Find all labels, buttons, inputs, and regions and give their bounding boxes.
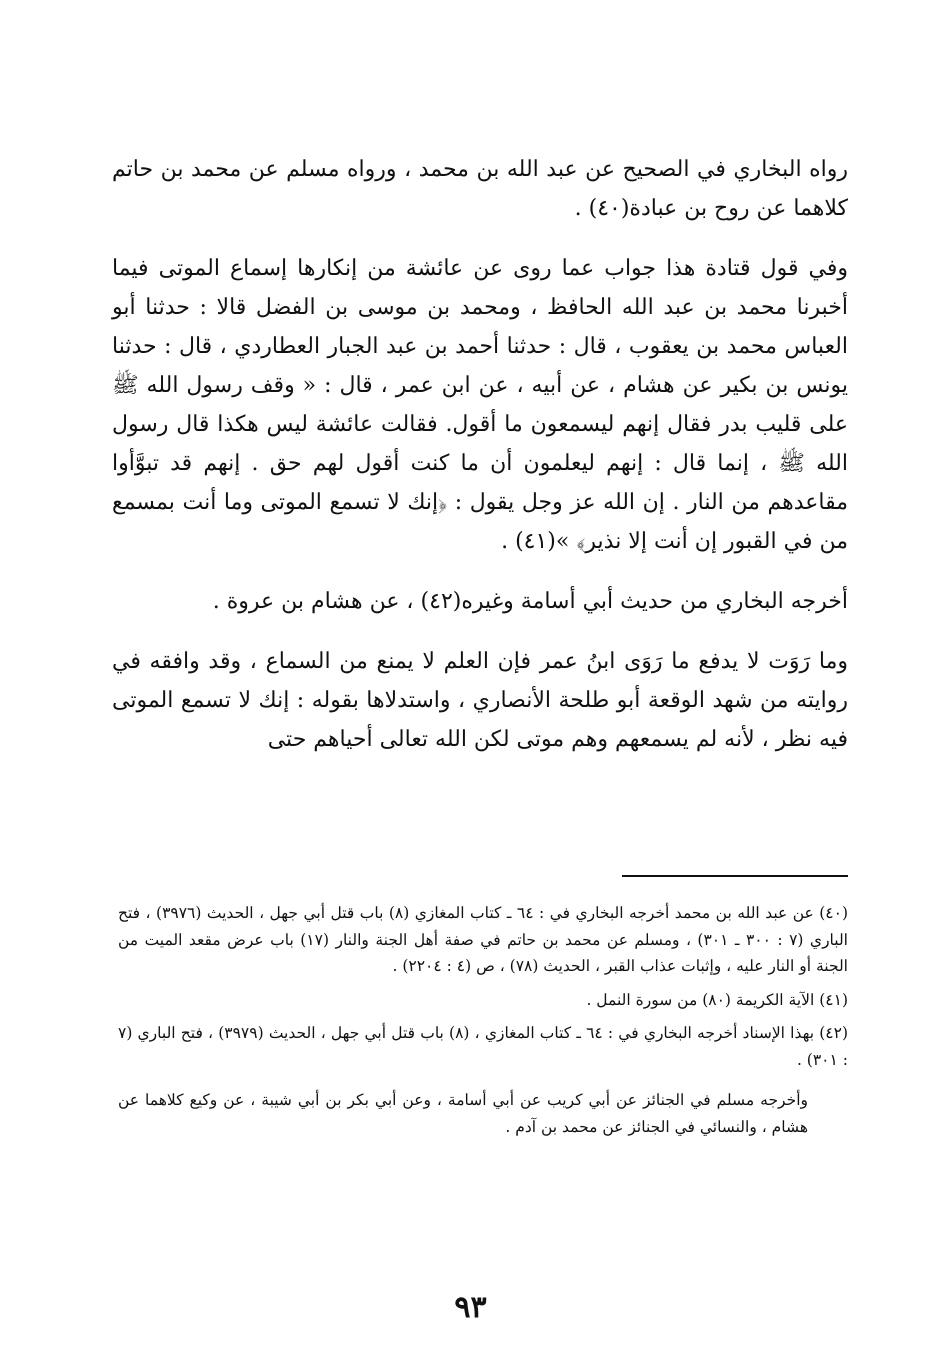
paragraph-2: وفي قول قتادة هذا جواب عما روى عن عائشة من إنكارها إسماع الموتى فيما أخبرنا محمد بن عبد الله الحافظ ، ومحمد بن موسى بن الفضل قالا : حدثنا أبو العباس محمد بن يعقوب ، قال : حدثنا أحمد بن عبد الجبار العطاردي ، قال : حدثنا يونس بن بكير عن هشام ، عن أبيه ، عن ابن عمر ، قال : « وقف رسول الله ﷺ على قليب بدر فقال إنهم ليسمعون ما أقول. فقالت عائشة ليس هكذا قال رسول الله ﷺ ، إنما قال : إنهم ليعلمون أن ما كنت أقول لهم حق . إنهم قد تبوَّأوا مقاعدهم من النار . إن الله عز وجل يقول : ﴿إنك لا تسمع الموتى وما أنت بمسمع من في القبور إن أنت إلا نذير﴾ »(٤١) . [112, 256, 848, 554]
page-number: ٩٣ [454, 1290, 487, 1325]
footnotes [118, 900, 848, 1140]
footnote-42-continuation: وأخرجه مسلم في الجنائز عن أبي كريب عن أبي أسامة ، وعن أبي بكر بن أبي شيبة ، عن وكيع كلاهما عن هشام ، والنسائي في الجنائز عن محمد بن آدم . [118, 1091, 808, 1136]
footnote-41: (٤١) الآية الكريمة (٨٠) من سورة النمل . [586, 990, 848, 1009]
footnote-40: (٤٠) عن عبد الله بن محمد أخرجه البخاري في : ٦٤ ـ كتاب المغازي (٨) باب قتل أبي جهل ، الحديث (٣٩٧٦) ، فتح الباري (٧ : ٣٠٠ ـ ٣٠١) ، ومسلم عن محمد بن حاتم في صفة أهل الجنة والنار (١٧) باب عرض مقعد الميت من الجنة أو النار عليه ، وإثبات عذاب القبر ، الحديث (٧٨) ، ص (٤ : ٢٢٠٤) . [118, 904, 849, 975]
paragraph-4: وما رَوَت لا يدفع ما رَوَى ابنُ عمر فإن العلم لا يمنع من السماع ، وقد وافقه في روايته من شهد الوقعة أبو طلحة الأنصاري ، واستدلاها بقوله : إنك لا تسمع الموتى فيه نظر ، لأنه لم يسمعهم وهم موتى لكن الله تعالى أحياهم حتى [112, 649, 848, 752]
paragraph-1: رواه البخاري في الصحيح عن عبد الله بن محمد ، ورواه مسلم عن محمد بن حاتم كلاهما عن روح بن عبادة(٤٠) . [112, 157, 848, 221]
footnote-42: (٤٢) بهذا الإسناد أخرجه البخاري في : ٦٤ ـ كتاب المغازي ، (٨) باب قتل أبي جهل ، الحديث (٣٩٧٩) ، فتح الباري (٧ : ٣٠١) . [118, 1024, 849, 1069]
footnote-divider [622, 875, 848, 877]
main-text [112, 150, 848, 759]
paragraph-3: أخرجه البخاري من حديث أبي أسامة وغيره(٤٢) ، عن هشام بن عروة . [212, 589, 848, 614]
